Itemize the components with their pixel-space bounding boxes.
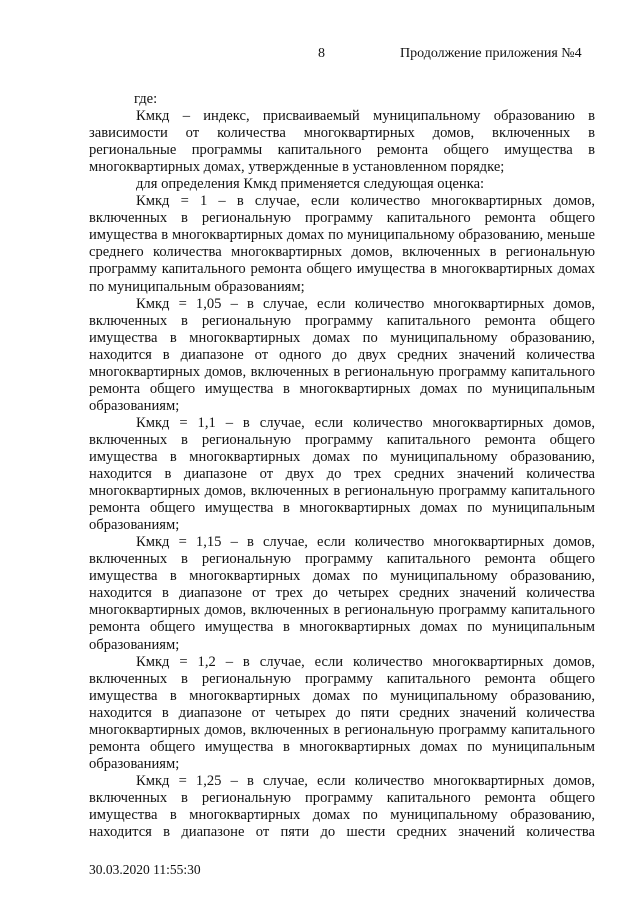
paragraph-where: где: [134, 91, 158, 107]
document-body [89, 91, 595, 841]
footer-timestamp: 30.03.2020 11:55:30 [89, 862, 201, 877]
paragraph-kmkd-1-05: Кмкд = 1,05 – в случае, если количество многоквартирных домов, включенных в региональную программу капитального ремонта общего имущества в многоквартирных домах по муниципальному образованию, находится в диапазоне от одного до двух средних значений количества многоквартирных домов, включенных в региональную программу капитального ремонта общего имущества в многоквартирных домах по муниципальным образованиям; [89, 295, 595, 414]
page-number: 8 [318, 46, 325, 61]
paragraph-kmkd-definition: Кмкд – индекс, присваиваемый муниципальному образованию в зависимости от количества многоквартирных домов, включенных в региональные программы капитального ремонта общего имущества в многоквартирных домах, утвержденные в установленном порядке; [89, 108, 595, 176]
page-header [0, 46, 640, 66]
header-title: Продолжение приложения №4 [400, 46, 582, 61]
paragraph-kmkd-1-25: Кмкд = 1,25 – в случае, если количество многоквартирных домов, включенных в региональную программу капитального ремонта общего имущества в многоквартирных домах по муниципальному образованию, находится в диапазоне от пяти до шести средних значений количества [89, 772, 595, 841]
paragraph-evaluation-intro: для определения Кмкд применяется следующая оценка: [136, 176, 485, 193]
paragraph-kmkd-1-15: Кмкд = 1,15 – в случае, если количество многоквартирных домов, включенных в региональную программу капитального ремонта общего имущества в многоквартирных домах по муниципальному образованию, находится в диапазоне от трех до четырех средних значений количества многоквартирных домов, включенных в региональную программу капитального ремонта общего имущества в многоквартирных домах по муниципальным образованиям; [89, 534, 595, 653]
paragraph-kmkd-1-2: Кмкд = 1,2 – в случае, если количество многоквартирных домов, включенных в региональную программу капитального ремонта общего имущества в многоквартирных домах по муниципальному образованию, находится в диапазоне от четырех до пяти средних значений количества многоквартирных домов, включенных в региональную программу капитального ремонта общего имущества в многоквартирных домах по муниципальным образованиям; [89, 653, 595, 772]
paragraph-kmkd-1-1: Кмкд = 1,1 – в случае, если количество многоквартирных домов, включенных в региональную программу капитального ремонта общего имущества в многоквартирных домах по муниципальному образованию, находится в диапазоне от двух до трех средних значений количества многоквартирных домов, включенных в региональную программу капитального ремонта общего имущества в многоквартирных домах по муниципальным образованиям; [89, 414, 595, 534]
paragraph-kmkd-1: Кмкд = 1 – в случае, если количество многоквартирных домов, включенных в региональную программу капитального ремонта общего имущества в многоквартирных домах по муниципальному образованию, меньше среднего количества многоквартирных домов, включенных в региональную программу капитального ремонта общего имущества в многоквартирных домах по муниципальным образованиям; [89, 193, 595, 295]
